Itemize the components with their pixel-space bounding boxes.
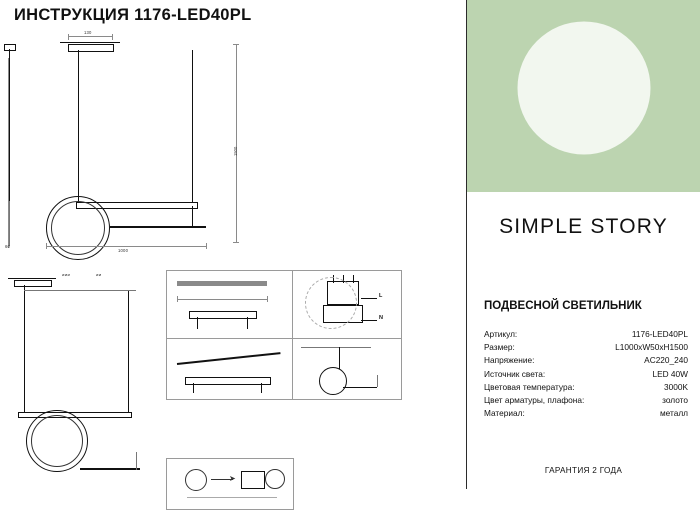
right-drop — [192, 206, 193, 228]
brand-logotype — [467, 215, 700, 239]
perspective-canopy — [14, 280, 52, 287]
logo-circle — [517, 22, 650, 155]
height-dim-tick-bottom — [233, 242, 239, 243]
ceiling-line — [60, 42, 120, 43]
step-panel-3 — [166, 338, 294, 400]
left-cable — [9, 49, 10, 201]
spec-value: 1176-LED40PL — [631, 329, 688, 339]
perspective-drop — [136, 452, 137, 470]
right-panel — [467, 0, 700, 489]
suspension-cable-right — [192, 50, 193, 202]
product-type: ПОДВЕСНОЙ СВЕТИЛЬНИК — [484, 300, 642, 312]
step-panel-5: ➤ — [166, 458, 294, 510]
perspective-cable-1 — [24, 285, 25, 413]
spec-label: Артикул: — [484, 329, 518, 339]
page-title: ИНСТРУКЦИЯ 1176-LED40PL — [14, 6, 252, 24]
warranty-note: ГАРАНТИЯ 2 ГОДА — [544, 466, 623, 475]
perspective-guide — [24, 290, 136, 291]
technical-drawings: 130 1500 1000 60 ⌀⌀⌀ ⌀⌀ L N ➤ — [0, 28, 466, 489]
spec-row — [484, 394, 688, 407]
spec-row — [484, 328, 688, 341]
spec-row — [484, 381, 688, 394]
top-dim-tick-right — [112, 34, 113, 40]
spec-label: Источник света: — [484, 368, 546, 379]
spec-label: Напряжение: — [484, 355, 535, 366]
spec-value: LED 40W — [652, 368, 688, 379]
terminal-label-N: N — [379, 315, 383, 321]
step-panel-2 — [292, 270, 402, 340]
spec-label: Цветовая температура: — [484, 381, 575, 392]
ceiling-canopy — [68, 44, 114, 52]
spec-value: металл — [659, 408, 688, 419]
brand-word-1: SIMPLE — [499, 215, 584, 238]
spec-label: Размер: — [484, 342, 515, 353]
terminal-label-L: L — [379, 293, 383, 299]
suspension-cable-left — [78, 50, 79, 202]
perspective-ceiling — [8, 278, 56, 279]
height-dim-tick-top — [233, 44, 239, 45]
spec-table — [484, 328, 688, 420]
brand-word-2: STORY — [590, 215, 668, 238]
left-element — [9, 201, 10, 246]
step-panel-4 — [292, 338, 402, 400]
spec-row — [484, 407, 688, 420]
logo-block — [467, 0, 700, 192]
dim-top-width: 130 — [84, 30, 92, 35]
spec-value: L1000xW50xH1500 — [615, 342, 688, 353]
step-panel-1 — [166, 270, 294, 340]
dim-total-length: 1000 — [118, 248, 129, 253]
top-dim-line — [68, 36, 112, 37]
dim-drop-height: 1500 — [233, 146, 238, 156]
left-canopy-small — [4, 44, 16, 51]
spec-row — [484, 341, 688, 354]
length-tick-left — [46, 243, 47, 249]
length-dim-line — [46, 246, 206, 247]
spec-label: Цвет арматуры, плафона: — [484, 395, 585, 406]
spec-value: AC220_240 — [644, 355, 688, 366]
perspective-tube — [80, 468, 140, 470]
height-dim-line — [236, 44, 237, 242]
dim-bottom-note: 60 — [5, 244, 11, 249]
spec-row — [484, 354, 688, 367]
length-tick-right — [206, 243, 207, 249]
top-dim-tick-left — [68, 34, 69, 40]
perspective-ring-inner — [31, 415, 83, 467]
spec-value: 3000K — [664, 381, 688, 392]
spec-label: Материал: — [484, 408, 525, 419]
spec-row — [484, 368, 688, 381]
perspective-cable-2 — [128, 290, 129, 412]
spec-value: золото — [662, 395, 688, 406]
